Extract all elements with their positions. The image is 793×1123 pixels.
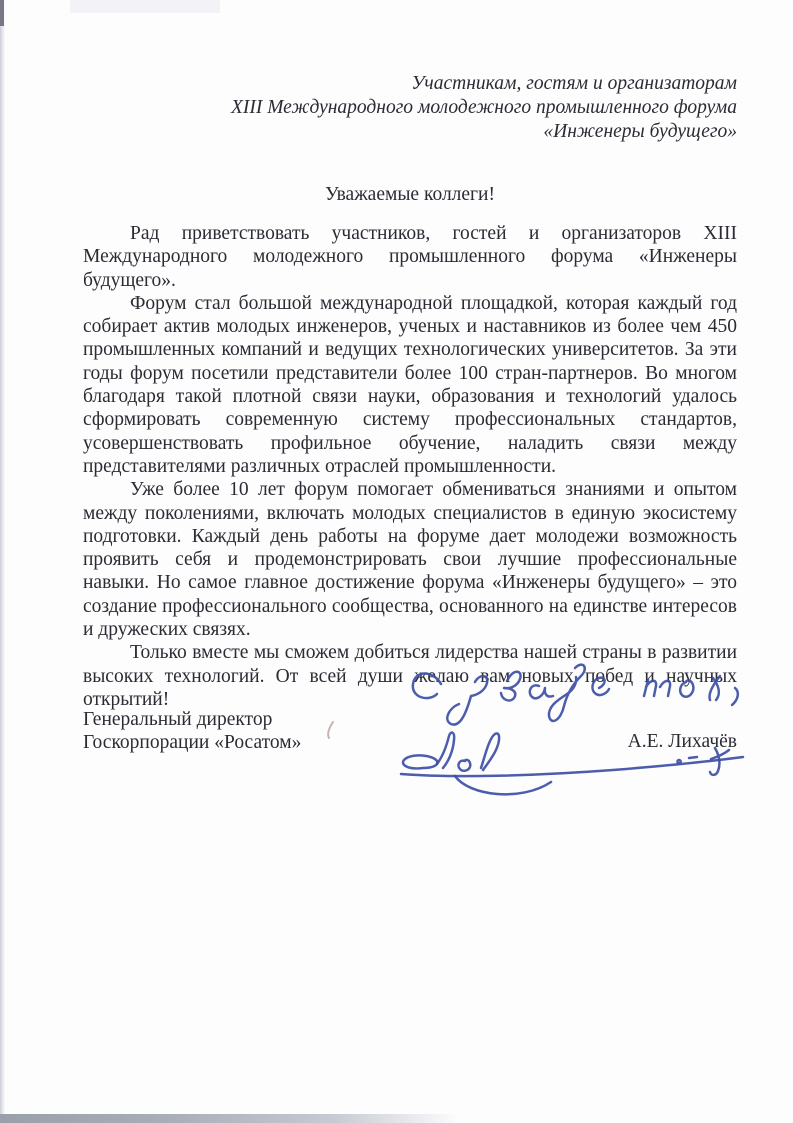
scan-bottom-edge-artifact	[0, 1114, 793, 1123]
recipient-line: XIII Международного молодежного промышленного форума	[230, 97, 737, 118]
scan-top-smudge	[70, 0, 220, 13]
signer-organization: Госкорпорации «Росатом»	[83, 732, 302, 754]
recipient-block	[83, 72, 737, 144]
handwritten-signature	[393, 728, 755, 806]
scan-corner-mark	[0, 0, 4, 26]
handwritten-greeting	[403, 660, 755, 732]
body-paragraph: Уже более 10 лет форум помогает обмениваться знаниями и опытом между поколениями, включать молодых специалистов в единую экосистему подготовки. Каждый день работы на форуме дает молодежи возможность проявить себя и продемонстрировать свои лучшие профессиональные навыки. Но самое главное достижение форума «Инженеры будущего» – это создание профессионального сообщества, основанного на единстве интересов и дружеских связях.	[83, 479, 737, 641]
recipient-line: Участникам, гостям и организаторам	[411, 73, 737, 94]
body-paragraph: Форум стал большой международной площадкой, которая каждый год собирает актив молодых инженеров, ученых и наставников из более чем 450 промышленных компаний и ведущих технологических университетов. За эти годы форум посетили представители более 100 стран-партнеров. Во многом благодаря такой плотной связи науки, образования и технологий удалось сформировать современную систему профессиональных стандартов, усовершенствовать профильное обучение, наладить связи между представителями различных отраслей промышленности.	[83, 292, 737, 477]
signature-ink	[393, 728, 755, 806]
letter-body	[83, 222, 737, 711]
body-paragraph: Рад приветствовать участников, гостей и организаторов XIII Международного молодежного промышленного форума «Инженеры будущего».	[83, 223, 737, 291]
stray-mark-ink	[322, 719, 338, 741]
signer-position-title: Генеральный директор	[83, 709, 273, 730]
stray-pen-mark	[322, 719, 338, 741]
salutation: Уважаемые коллеги!	[325, 184, 495, 205]
recipient-line: «Инженеры будущего»	[543, 121, 737, 142]
scan-left-edge-artifact	[0, 0, 5, 1123]
signer-name: А.Е. Лихачёв	[627, 731, 737, 752]
handwriting-ink	[403, 660, 755, 732]
body-paragraph: Только вместе мы сможем добиться лидерства нашей страны в развитии высоких технологий. От всей души желаю вам новых побед и научных открытий!	[83, 642, 737, 710]
